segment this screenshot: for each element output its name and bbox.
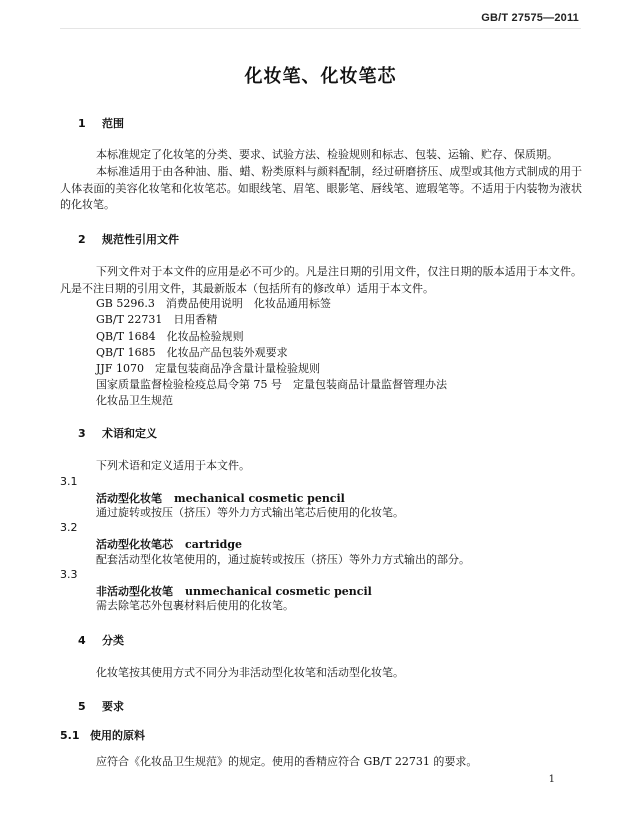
section-4-heading <box>78 632 124 648</box>
term-en: cartridge <box>185 538 243 551</box>
standard-number: GB/T 27575—2011 <box>481 12 579 24</box>
term-zh: 非活动型化妆笔 <box>96 585 173 598</box>
normative-intro: 下列文件对于本文件的应用是必不可少的。凡是注日期的引用文件，仅注日期的版本适用于本文件。凡是不注日期的引用文件，其最新版本（包括所有的修改单）适用于本文件。 <box>60 265 582 295</box>
section-5-heading <box>78 698 124 714</box>
term-definition: 通过旋转或按压（挤压）等外力方式输出笔芯后使用的化妆笔。 <box>96 506 404 519</box>
section-number: 3 <box>78 427 86 440</box>
term-zh: 活动型化妆笔芯 <box>96 538 173 551</box>
section-5-1-heading <box>60 727 145 743</box>
page-number: 1 <box>548 774 555 785</box>
section-title: 要求 <box>102 700 124 713</box>
section-title: 范围 <box>102 117 124 130</box>
section-number: 5.1 <box>60 729 80 742</box>
reference-item: GB 5296.3 消费品使用说明 化妆品通用标签 <box>96 297 331 310</box>
classification-paragraph: 化妆笔按其使用方式不同分为非活动型化妆笔和活动型化妆笔。 <box>96 666 404 679</box>
reference-item: 化妆品卫生规范 <box>96 394 173 407</box>
reference-item: JJF 1070 定量包装商品净含量计量检验规则 <box>96 362 320 375</box>
header-rule <box>60 28 581 29</box>
section-1-heading <box>78 115 124 131</box>
term-heading <box>96 536 242 552</box>
section-title: 规范性引用文件 <box>102 233 179 246</box>
section-title: 术语和定义 <box>102 427 157 440</box>
section-number: 2 <box>78 233 86 246</box>
scope-paragraph-1: 本标准规定了化妆笔的分类、要求、试验方法、检验规则和标志、包装、运输、贮存、保质期。 <box>96 148 558 161</box>
scope-paragraph-2: 本标准适用于由各种油、脂、蜡、粉类原料与颜料配制，经过研磨挤压、成型或其他方式制成的用于人体表面的美容化妆笔和化妆笔芯。如眼线笔、眉笔、眼影笔、唇线笔、遮瑕笔等。不适用于内装物为液状的化妆笔。 <box>60 165 582 211</box>
term-number: 3.1 <box>60 475 78 488</box>
reference-item: 国家质量监督检验检疫总局令第 75 号 定量包装商品计量监督管理办法 <box>96 378 447 391</box>
reference-item: QB/T 1684 化妆品检验规则 <box>96 330 244 343</box>
section-number: 4 <box>78 634 86 647</box>
term-zh: 活动型化妆笔 <box>96 492 162 505</box>
term-definition: 需去除笔芯外包裹材料后使用的化妆笔。 <box>96 599 294 612</box>
term-definition: 配套活动型化妆笔使用的，通过旋转或按压（挤压）等外力方式输出的部分。 <box>96 553 470 566</box>
section-number: 1 <box>78 117 86 130</box>
document-title: 化妆笔、化妆笔芯 <box>244 66 397 87</box>
section-title: 使用的原料 <box>90 729 145 742</box>
reference-item: QB/T 1685 化妆品产品包装外观要求 <box>96 346 288 359</box>
section-title: 分类 <box>102 634 124 647</box>
term-number: 3.2 <box>60 521 78 534</box>
term-heading <box>96 490 345 506</box>
section-2-heading <box>78 231 179 247</box>
term-en: unmechanical cosmetic pencil <box>185 585 372 598</box>
term-heading <box>96 583 372 599</box>
raw-materials-paragraph: 应符合《化妆品卫生规范》的规定。使用的香精应符合 GB/T 22731 的要求。 <box>96 755 478 768</box>
term-en: mechanical cosmetic pencil <box>174 492 345 505</box>
term-number: 3.3 <box>60 568 78 581</box>
reference-item: GB/T 22731 日用香精 <box>96 313 218 326</box>
terms-intro: 下列术语和定义适用于本文件。 <box>96 459 250 472</box>
section-3-heading <box>78 425 157 441</box>
section-number: 5 <box>78 700 86 713</box>
